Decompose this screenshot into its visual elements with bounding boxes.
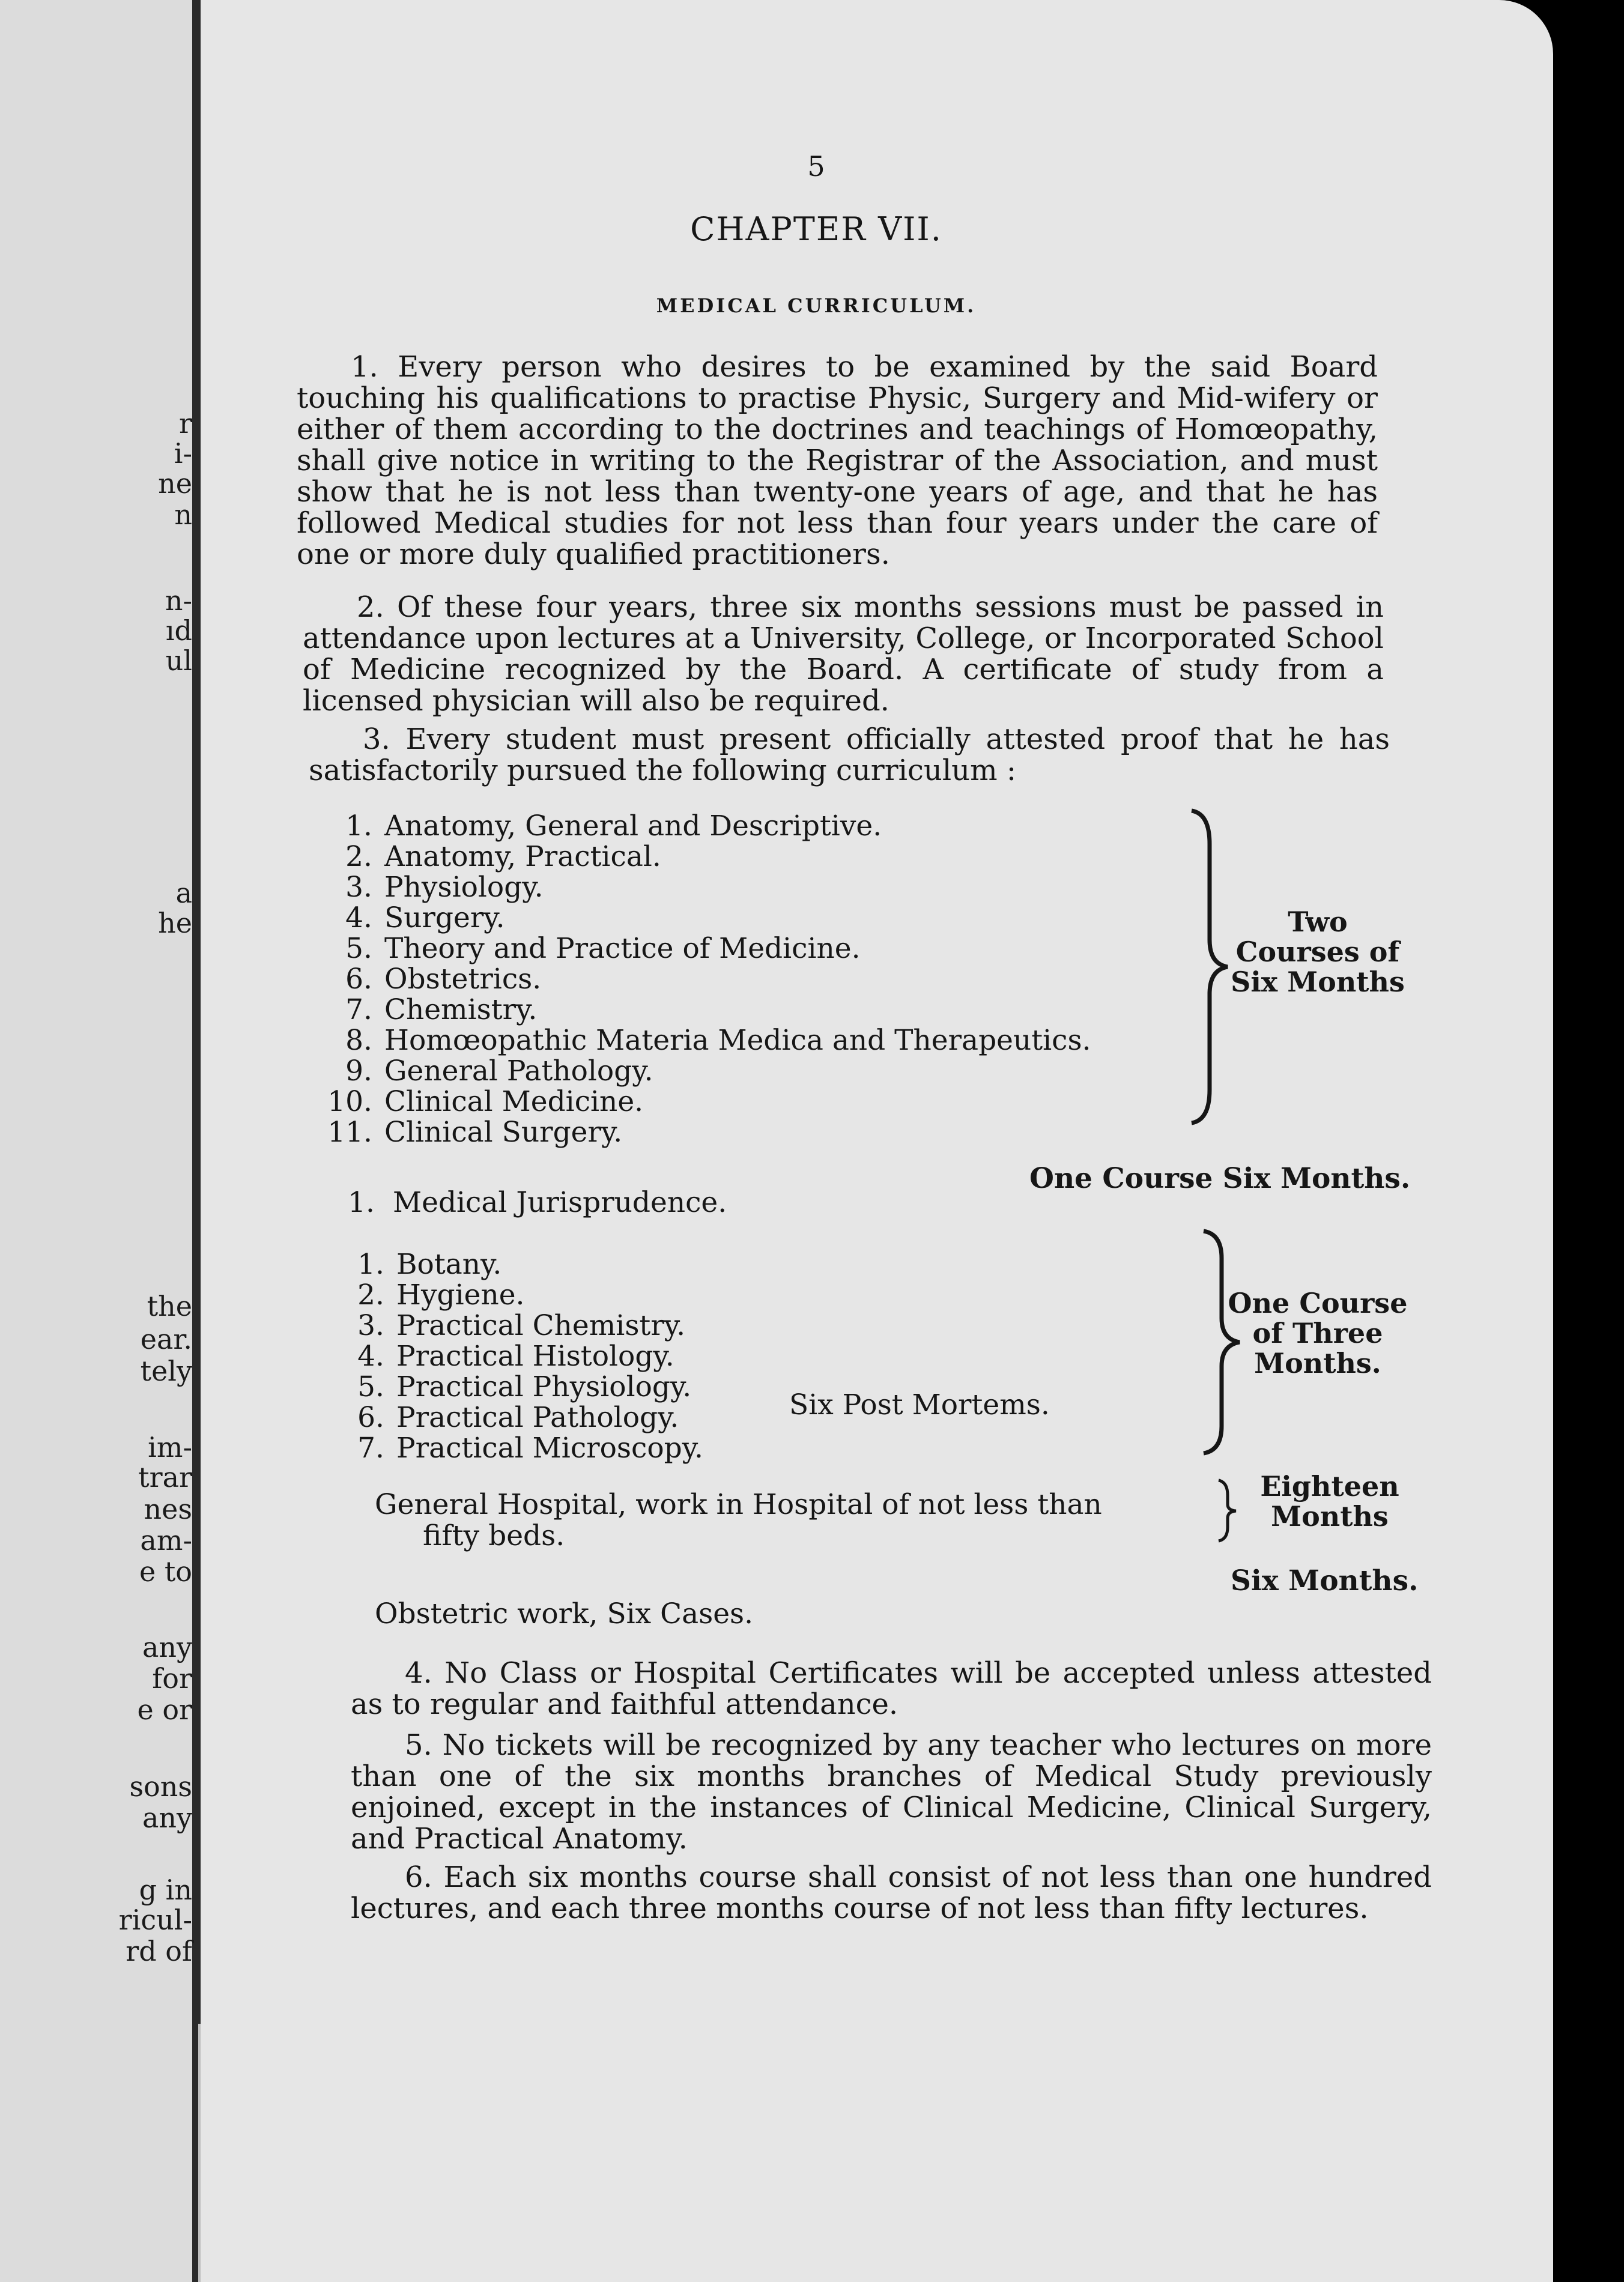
- list-item: 5. Practical Physiology.: [357, 1370, 692, 1403]
- margin-fragment: am-: [140, 1524, 192, 1557]
- margin-fragment: r: [179, 407, 192, 440]
- paragraph-3: 3. Every student must present officially attested proof that he has satisfactorily pursued the following curriculum :: [309, 722, 1390, 787]
- list-item: 7. Practical Microscopy.: [357, 1432, 703, 1465]
- document-page: [201, 0, 1553, 2282]
- list-item: 5. Theory and Practice of Medicine.: [345, 932, 861, 965]
- jurisprudence-item: 1. Medical Jurisprudence.: [348, 1186, 727, 1219]
- margin-fragment: trar: [138, 1461, 192, 1494]
- page-number: 5: [807, 150, 825, 183]
- paragraph-1: 1. Every person who desires to be examined by the said Board touching his qualifications to practise Physic, Surgery and Mid-wifery or either of them according to the doctrines and teachings of Homœopathy, shall give notice in writing to the Registrar of the Association, and must show that he is not less than twenty-one years of age, and that he has followed Medical studies for not less than four years under the care of one or more duly qualified practitioners.: [297, 350, 1378, 571]
- list-item: 9. General Pathology.: [345, 1055, 653, 1088]
- margin-fragment: the: [147, 1290, 192, 1322]
- margin-fragment: g in: [139, 1874, 192, 1906]
- hospital-duration-note: Eighteen Months: [1260, 1470, 1399, 1533]
- obstetric-requirement: Obstetric work, Six Cases.: [375, 1597, 754, 1630]
- group3-duration-note: One Course of Three Months.: [1228, 1287, 1408, 1379]
- jurisprudence-note: One Course Six Months.: [1029, 1162, 1411, 1195]
- margin-fragment: tely: [140, 1355, 192, 1387]
- margin-fragment: any: [142, 1631, 192, 1663]
- list-item: 4. Surgery.: [345, 901, 505, 934]
- facing-page: [0, 0, 201, 2282]
- curly-brace-hospital: [1216, 1477, 1240, 1543]
- margin-fragment: rd of: [126, 1935, 192, 1967]
- margin-fragment: n-: [165, 584, 192, 617]
- curriculum-list-three-months: [333, 1249, 703, 1463]
- curriculum-list-two-courses: [321, 811, 1091, 1148]
- list-item: 3. Practical Chemistry.: [357, 1309, 686, 1342]
- margin-fragment: e to: [139, 1555, 192, 1588]
- margin-fragment: i-: [174, 437, 192, 470]
- paragraph-6: 6. Each six months course shall consist of not less than one hundred lectures, and each three months course of not less than fifty lectures.: [351, 1860, 1432, 1925]
- margin-fragment: ıd: [165, 614, 192, 647]
- margin-fragment: ricul-: [118, 1904, 192, 1936]
- chapter-title: CHAPTER VII.: [690, 210, 942, 248]
- paragraph-4: 4. No Class or Hospital Certificates will be accepted unless attested as to regular and faithful attendance.: [351, 1656, 1432, 1721]
- list-item: 1. Anatomy, General and Descriptive.: [345, 810, 882, 843]
- margin-fragment: ear.: [140, 1323, 192, 1355]
- list-item: 2. Anatomy, Practical.: [345, 840, 661, 873]
- list-item: 3. Physiology.: [345, 871, 544, 904]
- list-item: 11. Clinical Surgery.: [327, 1116, 623, 1149]
- margin-fragment: he: [158, 907, 192, 939]
- list-item: 10. Clinical Medicine.: [327, 1085, 644, 1118]
- obstetric-duration-note: Six Months.: [1231, 1564, 1419, 1597]
- paragraph-2: 2. Of these four years, three six months sessions must be passed in attendance upon lectures at a University, College, or Incorporated School of Medicine recognized by the Board. A certificate of study from a licensed physician will also be required.: [303, 590, 1384, 718]
- margin-fragment: a: [175, 877, 192, 909]
- hospital-requirement: General Hospital, work in Hospital of not less than fifty beds.: [375, 1488, 1102, 1552]
- group1-duration-note: Two Courses of Six Months: [1231, 906, 1405, 998]
- list-item: 4. Practical Histology.: [357, 1340, 674, 1373]
- margin-fragment: for: [152, 1662, 192, 1695]
- margin-fragment: ne: [158, 467, 192, 500]
- paragraph-5: 5. No tickets will be recognized by any teacher who lectures on more than one of the six months branches of Medical Study previously enjoined, except in the instances of Clinical Medicine, Clinical Surgery, and Practical Anatomy.: [351, 1728, 1432, 1856]
- margin-fragment: e or: [137, 1693, 192, 1726]
- margin-fragment: nes: [144, 1493, 192, 1525]
- margin-fragment: any: [142, 1802, 192, 1834]
- list-item: 1. Botany.: [357, 1248, 502, 1281]
- section-title: MEDICAL CURRICULUM.: [656, 294, 977, 317]
- margin-fragment: ul: [165, 644, 192, 677]
- margin-fragment: im-: [148, 1431, 192, 1463]
- list-item: 6. Obstetrics.: [345, 963, 542, 996]
- margin-fragment: n: [174, 498, 192, 531]
- list-item: 6. Practical Pathology.: [357, 1401, 679, 1434]
- post-mortems-note: Six Post Mortems.: [789, 1388, 1050, 1421]
- list-item: 8. Homœopathic Materia Medica and Therapeutics.: [345, 1024, 1091, 1057]
- list-item: 2. Hygiene.: [357, 1279, 525, 1312]
- list-item: 7. Chemistry.: [345, 993, 538, 1026]
- margin-fragment: sons: [129, 1770, 192, 1803]
